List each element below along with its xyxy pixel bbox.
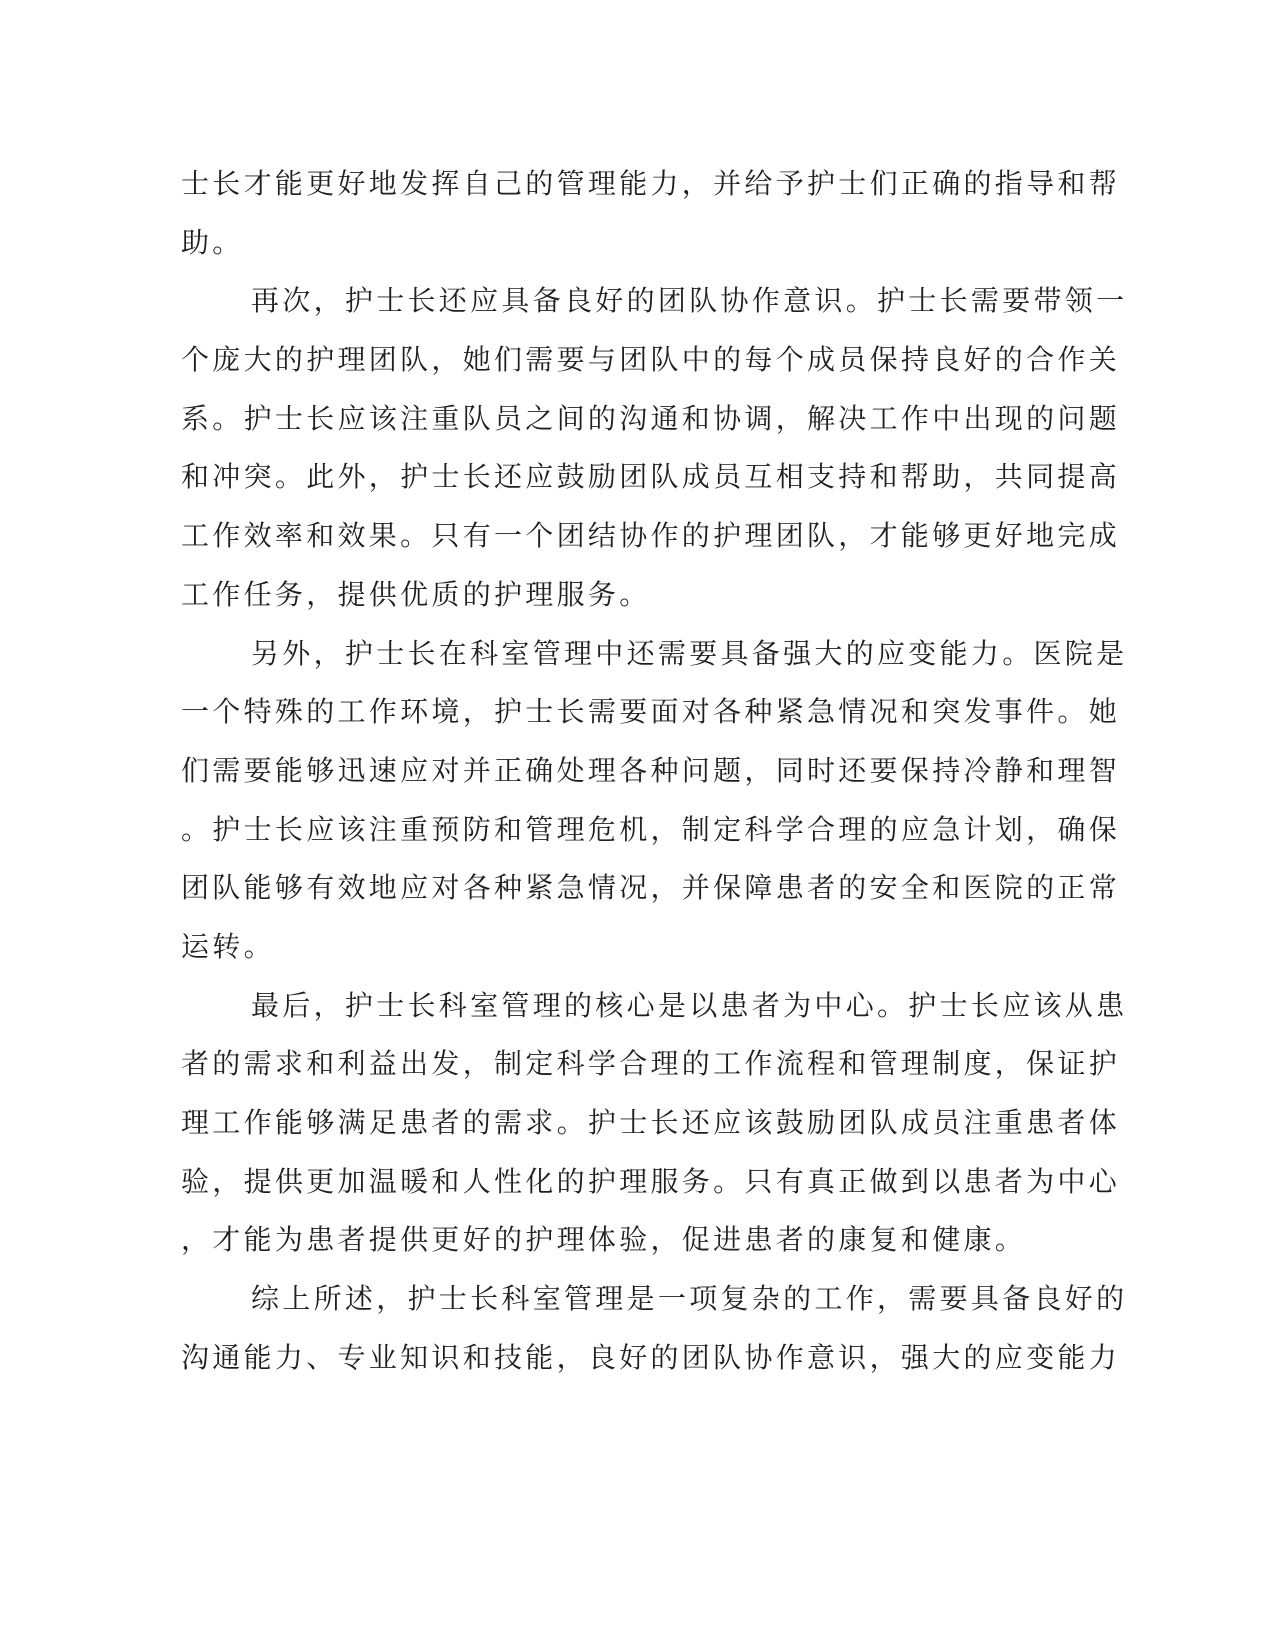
text-line: 沟通能力、专业知识和技能，良好的团队协作意识，强大的应变能力 bbox=[181, 1340, 1121, 1374]
text-line: 团队能够有效地应对各种紧急情况，并保障患者的安全和医院的正常 bbox=[181, 871, 1121, 905]
paragraph-first-line: 再次，护士长还应具备良好的团队协作意识。护士长需要带领一 bbox=[251, 284, 1128, 318]
text-line: 助。 bbox=[181, 225, 244, 259]
paragraph-first-line: 最后，护士长科室管理的核心是以患者为中心。护士长应该从患 bbox=[251, 988, 1128, 1022]
text-line: 工作任务，提供优质的护理服务。 bbox=[181, 577, 651, 611]
text-line: 工作效率和效果。只有一个团结协作的护理团队，才能够更好地完成 bbox=[181, 519, 1121, 553]
text-line: 理工作能够满足患者的需求。护士长还应该鼓励团队成员注重患者体 bbox=[181, 1106, 1121, 1139]
text-line: 和冲突。此外，护士长还应鼓励团队成员互相支持和帮助，共同提高 bbox=[181, 460, 1121, 494]
text-line: 士长才能更好地发挥自己的管理能力，并给予护士们正确的指导和帮 bbox=[181, 167, 1121, 200]
text-line: 运转。 bbox=[181, 929, 275, 963]
text-line: 们需要能够迅速应对并正确处理各种问题，同时还要保持冷静和理智 bbox=[181, 753, 1121, 787]
paragraph-first-line: 另外，护士长在科室管理中还需要具备强大的应变能力。医院是 bbox=[251, 636, 1128, 670]
text-line: 一个特殊的工作环境，护士长需要面对各种紧急情况和突发事件。她 bbox=[181, 695, 1121, 729]
text-line: 系。护士长应该注重队员之间的沟通和协调，解决工作中出现的问题 bbox=[181, 401, 1121, 435]
text-line: 者的需求和利益出发，制定科学合理的工作流程和管理制度，保证护 bbox=[181, 1047, 1121, 1081]
document-page bbox=[181, 155, 1128, 1387]
text-line: 。护士长应该注重预防和管理危机，制定科学合理的应急计划，确保 bbox=[181, 812, 1121, 846]
text-line: 验，提供更加温暖和人性化的护理服务。只有真正做到以患者为中心 bbox=[181, 1164, 1121, 1198]
text-line: ，才能为患者提供更好的护理体验，促进患者的康复和健康。 bbox=[181, 1223, 1027, 1257]
text-line: 个庞大的护理团队，她们需要与团队中的每个成员保持良好的合作关 bbox=[181, 343, 1121, 377]
paragraph-first-line: 综上所述，护士长科室管理是一项复杂的工作，需要具备良好的 bbox=[251, 1282, 1128, 1316]
